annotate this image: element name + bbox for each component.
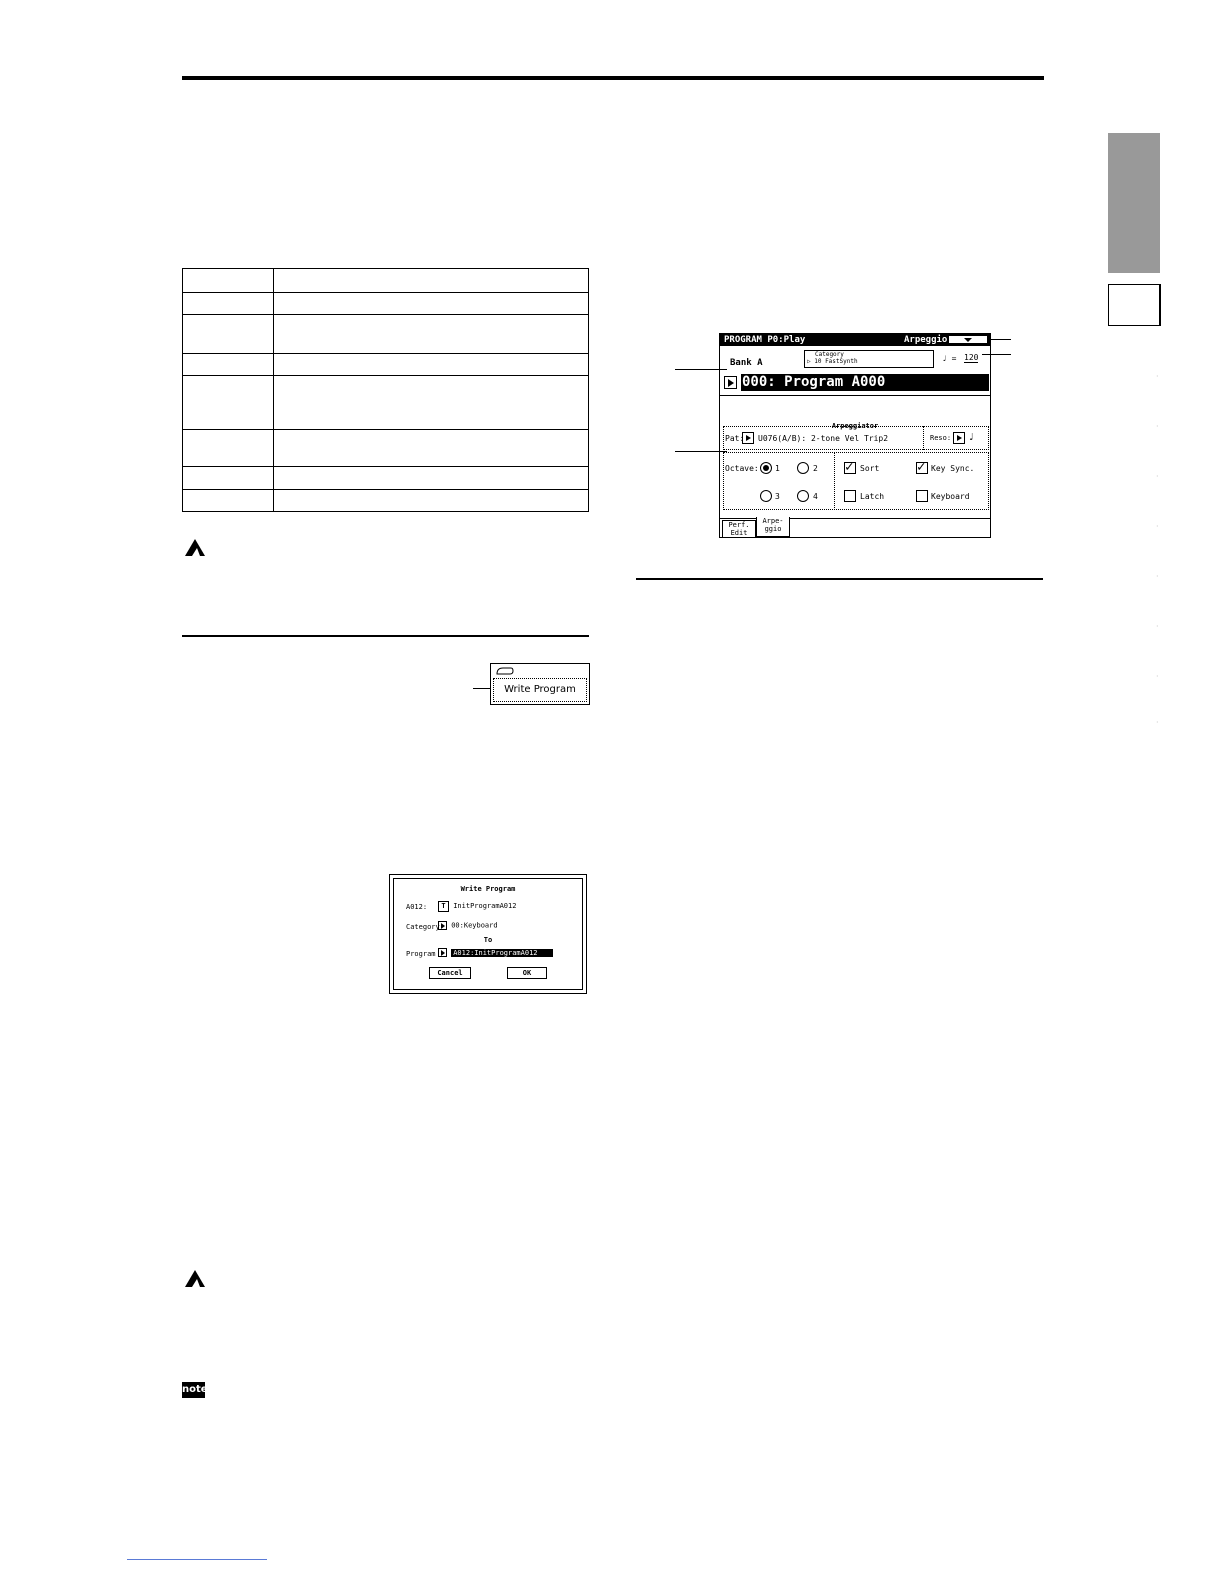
warning-icon <box>183 537 207 557</box>
warning-icon <box>183 1268 207 1288</box>
checkbox-label: Key Sync. <box>931 464 975 473</box>
category-value: 00:Keyboard <box>451 921 498 930</box>
program-value: A012:InitProgramA012 <box>451 949 553 957</box>
footer-link-underline <box>127 1559 267 1560</box>
chapter-tab-outline <box>1108 284 1161 326</box>
screen-title-bar <box>720 334 990 346</box>
page-name: Arpeggio <box>904 335 948 345</box>
reso-value: ♩ <box>968 432 975 443</box>
cancel-button[interactable]: Cancel <box>429 967 471 979</box>
index-dot: · <box>1156 422 1159 431</box>
source-name: InitProgramA012 <box>453 902 517 910</box>
octave-label: Octave: <box>725 464 759 473</box>
octave-option-label: 4 <box>813 492 818 501</box>
screen-title: PROGRAM P0:Play <box>724 335 806 345</box>
dialog-title: Write Program <box>460 885 516 893</box>
tab-perf-edit[interactable]: Perf. Edit <box>722 520 756 538</box>
section-rule <box>636 578 1043 580</box>
name-edit-button[interactable] <box>438 901 516 912</box>
tempo-label: ♩ = <box>942 354 957 363</box>
triangle-right-icon <box>746 435 751 441</box>
popup-arrow-icon <box>438 948 447 957</box>
program-select-button[interactable] <box>724 376 737 389</box>
note-icon: note <box>182 1382 205 1398</box>
index-dot: · <box>1156 718 1159 727</box>
callout-leader <box>473 688 491 689</box>
tempo-value[interactable]: 120 <box>964 353 979 362</box>
pat-value: U076(A/B): 2-tone Vel Trip2 <box>758 434 889 443</box>
index-dot: · <box>1156 622 1159 631</box>
category-label: Category <box>406 923 440 931</box>
octave-group <box>723 452 835 510</box>
page-menu <box>490 663 590 705</box>
index-dot: · <box>1156 522 1159 531</box>
to-label: To <box>483 936 493 944</box>
category-caption: Category <box>815 351 844 358</box>
triangle-down-icon <box>964 338 972 342</box>
octave-radio-2[interactable] <box>797 462 809 474</box>
pat-select-button[interactable] <box>742 432 754 444</box>
octave-option-label: 3 <box>775 492 780 501</box>
triangle-right-icon <box>957 435 962 441</box>
octave-option-label: 1 <box>775 464 780 473</box>
reso-label: Reso: <box>930 434 952 442</box>
triangle-right-icon <box>728 379 734 387</box>
sort-checkbox[interactable] <box>844 462 856 474</box>
page-menu-button[interactable] <box>948 335 988 344</box>
program-label: Program <box>406 950 436 958</box>
octave-radio-4[interactable] <box>797 490 809 502</box>
bank-label: Bank A <box>730 358 763 368</box>
octave-radio-3[interactable] <box>760 490 772 502</box>
reso-select-button[interactable] <box>953 432 965 444</box>
index-dot: · <box>1156 572 1159 581</box>
chapter-tab <box>1108 133 1160 273</box>
program-name[interactable]: 000: Program A000 <box>741 374 989 391</box>
octave-radio-1[interactable] <box>760 462 772 474</box>
header-rule <box>182 76 1044 80</box>
index-dot: · <box>1156 472 1159 481</box>
ok-button[interactable]: OK <box>507 967 547 979</box>
checkbox-label: Sort <box>860 464 880 473</box>
lcd-screen <box>719 333 991 538</box>
checkbox-label: Keyboard <box>931 492 970 501</box>
checkbox-label: Latch <box>860 492 885 501</box>
text-edit-icon: T <box>438 901 449 912</box>
category-select[interactable]: Category ▷ 10 FastSynth <box>804 350 934 368</box>
popup-arrow-icon <box>438 921 447 930</box>
latch-checkbox[interactable] <box>844 490 856 502</box>
parameter-table <box>182 268 589 512</box>
source-label: A012: <box>406 903 428 911</box>
octave-option-label: 2 <box>813 464 818 473</box>
arpeggiator-heading: Arpeggiator <box>831 422 879 430</box>
program-select[interactable] <box>438 948 553 957</box>
index-dot: · <box>1156 372 1159 381</box>
menu-item-write-program[interactable]: Write Program <box>493 678 587 702</box>
divider <box>720 395 990 396</box>
category-value: 10 FastSynth <box>814 358 858 365</box>
options-group <box>834 452 989 510</box>
write-program-dialog <box>389 874 587 994</box>
menu-icon <box>495 666 515 676</box>
tab-arpeggio[interactable]: Arpe- ggio <box>756 517 790 538</box>
index-dot: · <box>1156 672 1159 681</box>
section-rule <box>182 635 589 637</box>
keyboard-checkbox[interactable] <box>916 490 928 502</box>
pat-label: Pat: <box>725 434 745 443</box>
category-select[interactable] <box>438 921 498 930</box>
key-sync-checkbox[interactable] <box>916 462 928 474</box>
